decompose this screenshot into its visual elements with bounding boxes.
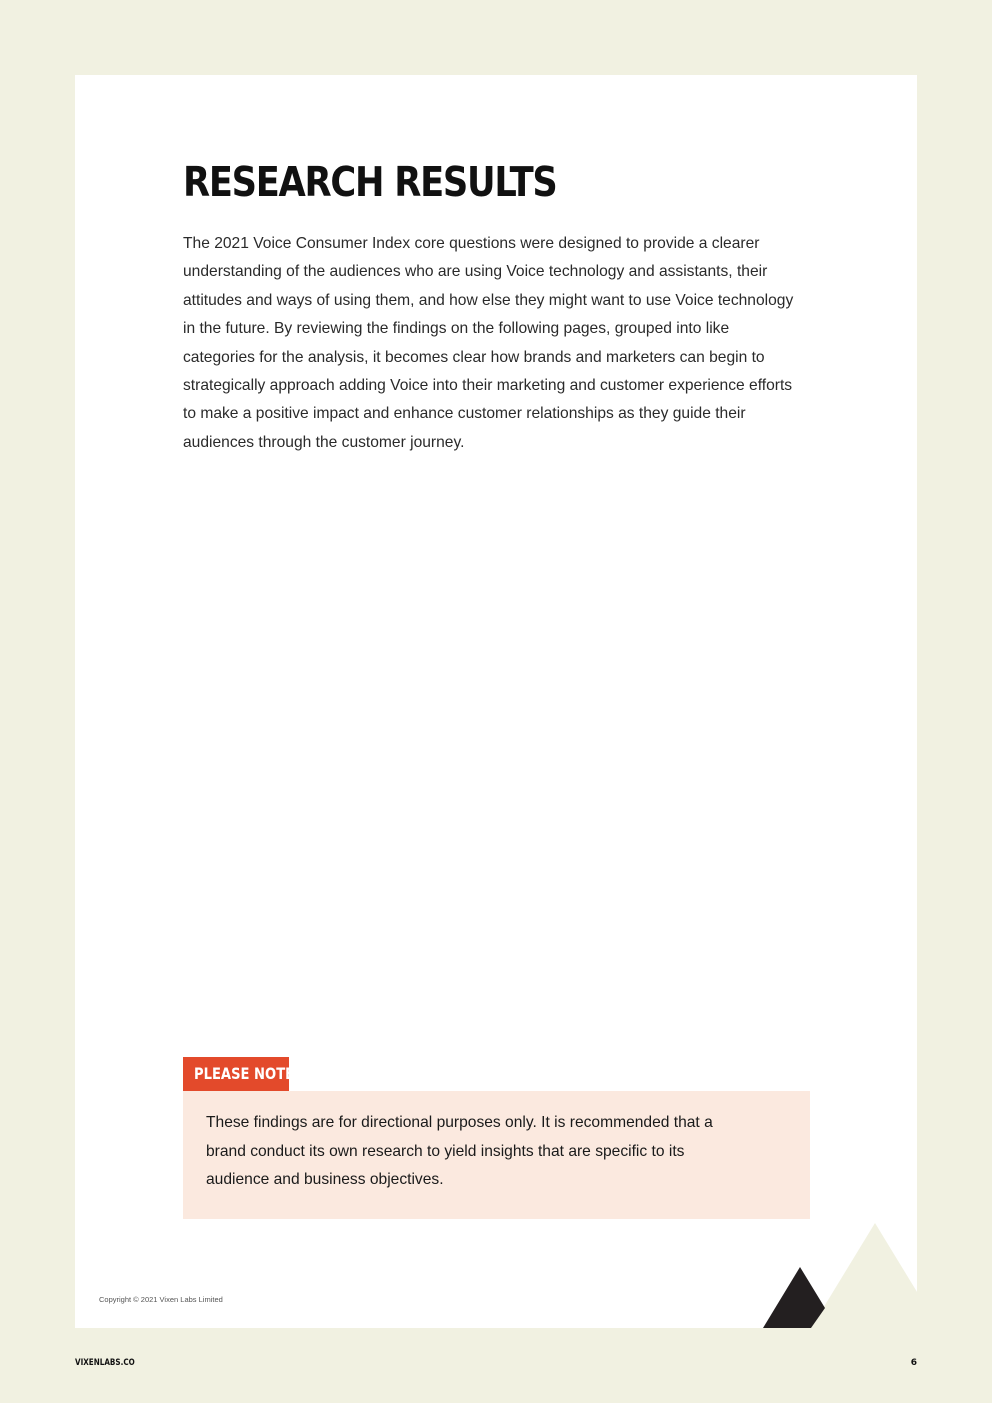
footer-page-number: 6 bbox=[910, 1358, 917, 1368]
document-page bbox=[75, 75, 917, 1328]
light-triangle-shape bbox=[811, 1223, 917, 1328]
dark-triangle-shape bbox=[763, 1267, 825, 1328]
footer-site: VIXENLABS.CO bbox=[75, 1358, 135, 1368]
please-note-label-text: PLEASE NOTE bbox=[193, 1064, 295, 1083]
copyright-text: Copyright © 2021 Vixen Labs Limited bbox=[99, 1295, 223, 1304]
note-text: These findings are for directional purposes only. It is recommended that a brand conduct its own research to yield insights that are specific to its audience and business objectives. bbox=[206, 1114, 713, 1189]
page-title: RESEARCH RESULTS bbox=[183, 158, 557, 206]
decorative-triangles bbox=[75, 75, 917, 1328]
intro-paragraph: The 2021 Voice Consumer Index core questions were designed to provide a clearer understanding of the audiences who are using Voice technology and assistants, their attitudes and ways of using them, and how else they might want to use Voice technology in the future. By reviewing the findings on the following pages, grouped into like categories for the analysis, it becomes clear how brands and marketers can begin to strategically approach adding Voice into their marketing and customer experience efforts to make a positive impact and enhance customer relationships as they guide their audiences through the customer journey. bbox=[183, 235, 794, 451]
